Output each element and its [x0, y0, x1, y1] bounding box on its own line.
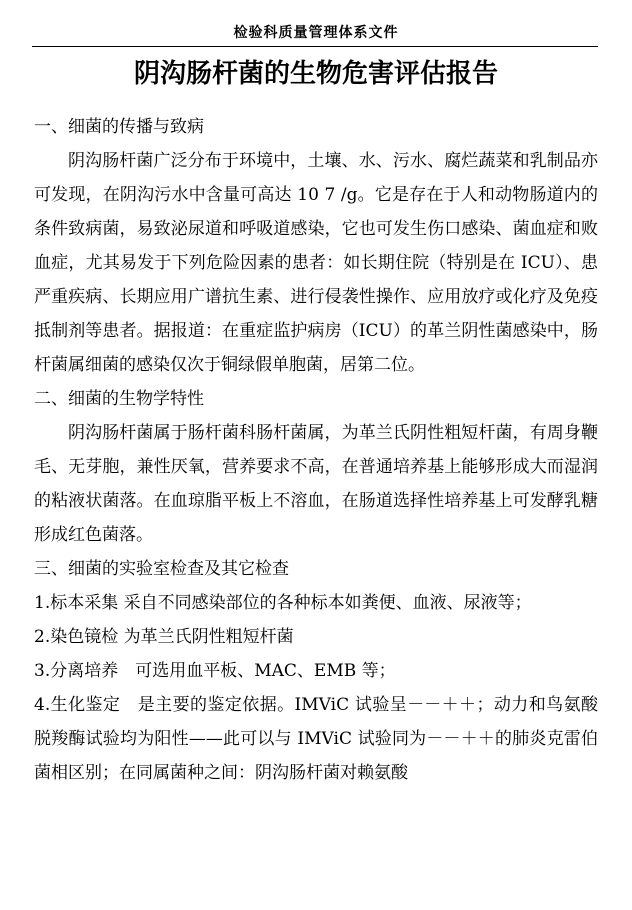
list-item-isolation-culture: 3.分离培养 可选用血平板、MAC、EMB 等； [34, 661, 396, 681]
section-heading-3: 三、细菌的实验室检查及其它检查 [34, 559, 289, 579]
list-item-specimen-collection: 1.标本采集 采自不同感染部位的各种标本如粪便、血液、尿液等； [34, 593, 532, 613]
list-item-stain-microscopy: 2.染色镜检 为革兰氏阴性粗短杆菌 [34, 627, 294, 647]
section-heading-2: 二、细菌的生物学特性 [34, 389, 204, 409]
list-item-biochemical-id: 4.生化鉴定 是主要的鉴定依据。IMViC 试验呈－－＋＋；动力和鸟氨酸脱羧酶试验均为阳性——此可以与 IMViC 试验同为－－＋＋的肺炎克雷伯菌相区别；在同属菌种之间：阴沟肠杆菌对赖氨酸 [34, 695, 598, 783]
section-2-paragraph: 阴沟肠杆菌属于肠杆菌科肠杆菌属，为革兰氏阴性粗短杆菌，有周身鞭毛、无芽胞，兼性厌氧，营养要求不高，在普通培养基上能够形成大而湿润的粘液状菌落。在血琼脂平板上不溶血，在肠道选择性培养基上可发酵乳糖形成红色菌落。 [34, 423, 598, 545]
page-title: 阴沟肠杆菌的生物危害评估报告 [133, 59, 498, 89]
header-rule [32, 46, 598, 47]
document-body [34, 110, 598, 790]
section-heading-1: 一、细菌的传播与致病 [34, 117, 204, 137]
document-header: 检验科质量管理体系文件 [233, 25, 399, 41]
section-1-paragraph: 阴沟肠杆菌广泛分布于环境中，土壤、水、污水、腐烂蔬菜和乳制品亦可发现，在阴沟污水中含量可高达 10 7 /g。它是存在于人和动物肠道内的条件致病菌，易致泌尿道和呼吸道感染，它也可发生伤口感染、菌血症和败血症，尤其易发于下列危险因素的患者：如长期住院（特别是在 ICU）、患严重疾病、长期应用广谱抗生素、进行侵袭性操作、应用放疗或化疗及免疫抵制剂等患者。据报道：在重症监护病房（ICU）的革兰阴性菌感染中，肠杆菌属细菌的感染仅次于铜绿假单胞菌，居第二位。 [34, 151, 598, 375]
